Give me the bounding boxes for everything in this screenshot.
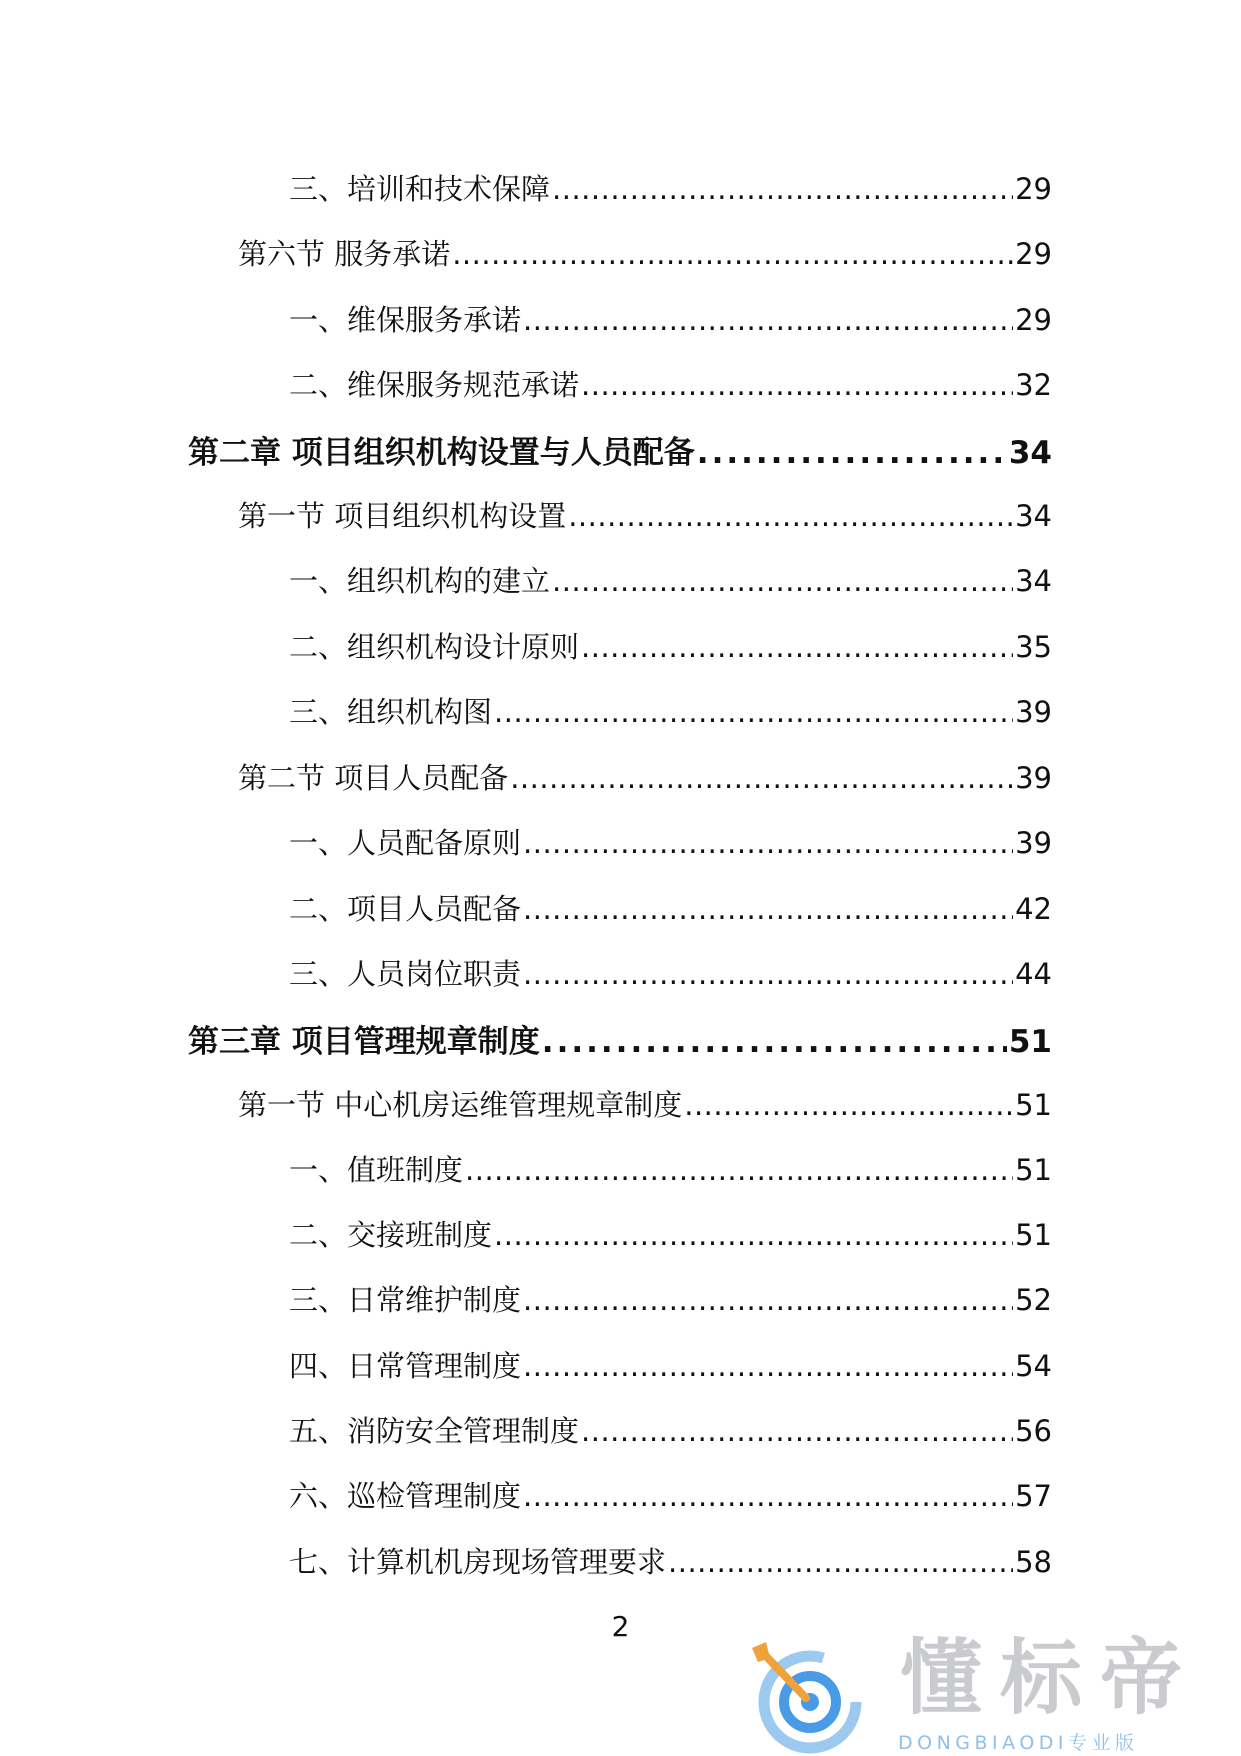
toc-entry[interactable] <box>289 298 1052 339</box>
toc-entry[interactable] <box>289 1540 1052 1581</box>
toc-entry[interactable] <box>289 1474 1052 1515</box>
toc-leader-dots <box>523 303 1013 337</box>
toc-entry-page: 39 <box>1015 761 1052 795</box>
toc-entry-page: 29 <box>1015 237 1052 271</box>
toc-entry-page: 44 <box>1015 957 1052 991</box>
toc-entry-page: 42 <box>1015 892 1052 926</box>
toc-leader-dots <box>523 957 1013 991</box>
toc-leader-dots <box>581 630 1013 664</box>
toc-entry-title: 第二节 项目人员配备 <box>238 761 509 795</box>
toc-entry-page: 58 <box>1015 1545 1052 1579</box>
toc-entry-page: 32 <box>1015 368 1052 402</box>
toc-entry-title: 第一节 项目组织机构设置 <box>238 499 567 533</box>
toc-entry[interactable] <box>289 167 1052 208</box>
toc-entry-page: 35 <box>1015 630 1052 664</box>
toc-entry[interactable] <box>238 1083 1052 1124</box>
toc-entry[interactable] <box>289 952 1052 993</box>
toc-entry-title: 三、培训和技术保障 <box>289 172 551 206</box>
toc-leader-dots <box>668 1545 1013 1579</box>
toc-entry[interactable] <box>289 1278 1052 1319</box>
toc-entry-page: 34 <box>1008 435 1052 471</box>
toc-entry-title: 第二章 项目组织机构设置与人员配备 <box>188 435 695 471</box>
toc-entry-title: 第三章 项目管理规章制度 <box>188 1024 540 1060</box>
watermark-subtitle: DONGBIAODI专业版 <box>898 1732 1139 1754</box>
toc-leader-dots <box>542 1024 1007 1060</box>
toc-leader-dots <box>494 1218 1013 1252</box>
toc-leader-dots <box>581 368 1013 402</box>
toc-entry-page: 29 <box>1015 172 1052 206</box>
toc-entry-title: 一、维保服务承诺 <box>289 303 522 337</box>
toc-leader-dots <box>465 1153 1013 1187</box>
toc-leader-dots <box>697 435 1007 471</box>
toc-leader-dots <box>568 499 1013 533</box>
toc-entry-page: 39 <box>1015 695 1052 729</box>
toc-leader-dots <box>581 1414 1013 1448</box>
toc-entry[interactable] <box>289 559 1052 600</box>
toc-entry[interactable] <box>289 821 1052 862</box>
toc-entry-page: 51 <box>1015 1153 1052 1187</box>
toc-leader-dots <box>523 1349 1013 1383</box>
toc-entry-page: 51 <box>1015 1218 1052 1252</box>
toc-leader-dots <box>494 695 1013 729</box>
toc-entry-page: 57 <box>1015 1479 1052 1513</box>
target-dart-icon <box>748 1638 866 1756</box>
toc-entry-page: 51 <box>1015 1088 1052 1122</box>
toc-leader-dots <box>452 237 1013 271</box>
toc-entry[interactable] <box>289 887 1052 928</box>
toc-entry-title: 第一节 中心机房运维管理规章制度 <box>238 1088 683 1122</box>
toc-leader-dots <box>523 1283 1013 1317</box>
toc-entry-title: 四、日常管理制度 <box>289 1349 522 1383</box>
toc-entry-title: 二、维保服务规范承诺 <box>289 368 580 402</box>
toc-leader-dots <box>523 826 1013 860</box>
toc-entry[interactable] <box>238 494 1052 535</box>
toc-entry-page: 52 <box>1015 1283 1052 1317</box>
toc-entry-page: 34 <box>1015 564 1052 598</box>
toc-entry-title: 一、人员配备原则 <box>289 826 522 860</box>
toc-entry-title: 一、组织机构的建立 <box>289 564 551 598</box>
toc-entry-title: 二、项目人员配备 <box>289 892 522 926</box>
toc-entry[interactable] <box>289 690 1052 731</box>
page-number: 2 <box>611 1610 630 1643</box>
toc-entry-page: 39 <box>1015 826 1052 860</box>
toc-entry[interactable] <box>289 1409 1052 1450</box>
toc-entry[interactable] <box>289 363 1052 404</box>
toc-entry[interactable] <box>289 1213 1052 1254</box>
toc-entry-title: 二、组织机构设计原则 <box>289 630 580 664</box>
toc-entry-title: 一、值班制度 <box>289 1153 464 1187</box>
toc-leader-dots <box>552 172 1013 206</box>
toc-leader-dots <box>523 1479 1013 1513</box>
toc-entry-title: 五、消防安全管理制度 <box>289 1414 580 1448</box>
toc-entry[interactable] <box>289 1148 1052 1189</box>
toc-entry-page: 51 <box>1008 1024 1052 1060</box>
toc-entry[interactable] <box>289 1344 1052 1385</box>
toc-entry-page: 34 <box>1015 499 1052 533</box>
toc-entry-title: 二、交接班制度 <box>289 1218 493 1252</box>
toc-entry[interactable] <box>238 756 1052 797</box>
toc-entry-title: 七、计算机机房现场管理要求 <box>289 1545 667 1579</box>
toc-leader-dots <box>510 761 1013 795</box>
toc-entry[interactable] <box>238 232 1052 273</box>
toc-entry-page: 29 <box>1015 303 1052 337</box>
toc-chapter-entry[interactable] <box>188 427 1052 472</box>
toc-entry-title: 三、人员岗位职责 <box>289 957 522 991</box>
toc-chapter-entry[interactable] <box>188 1016 1052 1061</box>
toc-entry-title: 六、巡检管理制度 <box>289 1479 522 1513</box>
toc-entry-title: 三、日常维护制度 <box>289 1283 522 1317</box>
toc-leader-dots <box>684 1088 1013 1122</box>
toc-entry[interactable] <box>289 625 1052 666</box>
toc-leader-dots <box>552 564 1013 598</box>
toc-leader-dots <box>523 892 1013 926</box>
toc-entry-title: 三、组织机构图 <box>289 695 493 729</box>
watermark-brand: 懂标帝 <box>900 1631 1201 1726</box>
toc-entry-page: 54 <box>1015 1349 1052 1383</box>
toc-entry-page: 56 <box>1015 1414 1052 1448</box>
toc-entry-title: 第六节 服务承诺 <box>238 237 451 271</box>
